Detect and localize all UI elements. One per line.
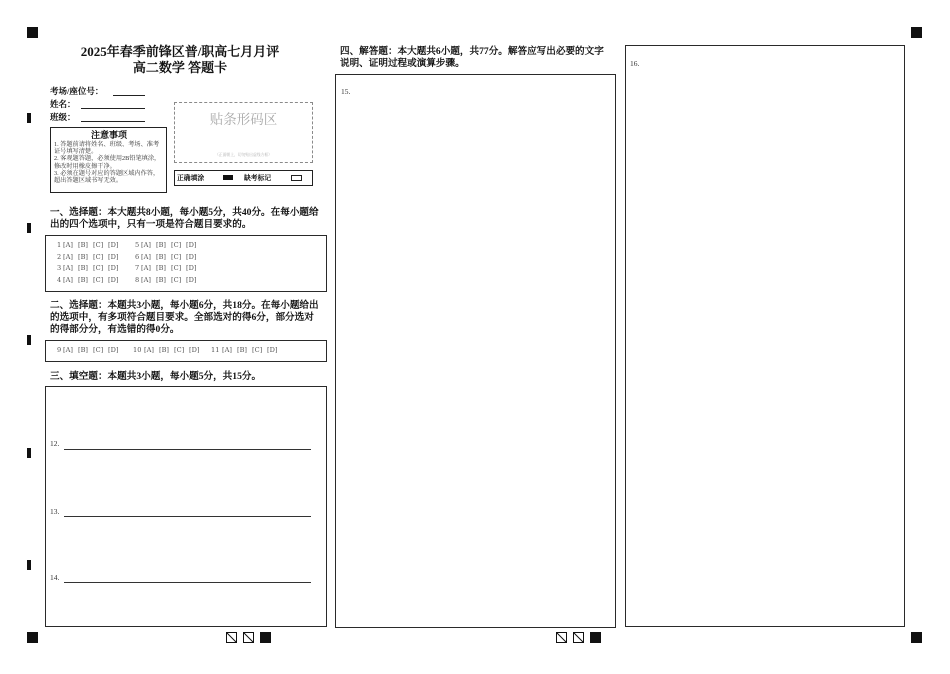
option-c-bubble[interactable]: [C]	[171, 241, 182, 249]
option-c-bubble[interactable]: [C]	[93, 241, 104, 249]
option-b-bubble[interactable]: [B]	[159, 346, 169, 354]
barcode-label: 贴条形码区	[209, 112, 278, 127]
corner-mark-top-left	[27, 27, 38, 38]
question-15-answer-area[interactable]	[335, 74, 616, 628]
side-timing-mark	[27, 560, 31, 570]
option-a-bubble[interactable]: [A]	[141, 264, 151, 273]
slashed-box-icon	[243, 632, 254, 643]
option-c-bubble[interactable]: [C]	[171, 252, 182, 261]
question-number: 1	[57, 241, 62, 249]
side-timing-mark	[27, 113, 31, 123]
option-c-bubble[interactable]: [C]	[93, 264, 104, 273]
question-6-choices	[135, 252, 201, 264]
question-14-answer-line[interactable]	[64, 582, 311, 583]
option-a-bubble[interactable]: [A]	[144, 346, 154, 354]
question-12-answer-line[interactable]	[64, 449, 311, 450]
notice-heading: 注意事项	[90, 130, 127, 140]
name-field[interactable]	[81, 108, 145, 109]
slashed-box-icon	[226, 632, 237, 643]
question-14-number: 14.	[50, 573, 60, 582]
side-timing-mark	[27, 335, 31, 345]
question-number: 6	[135, 252, 140, 261]
notice-box	[50, 127, 167, 193]
absent-mark-box[interactable]	[291, 175, 302, 181]
notice-item: 2. 客观题答题，必须使用2B铅笔填涂，修改时用橡皮擦干净。	[54, 155, 161, 170]
exam-seat-label: 考场/座位号：	[50, 86, 104, 96]
option-d-bubble[interactable]: [D]	[186, 276, 197, 285]
notice-item: 1. 答题前请将姓名、班级、考场、准考证号填写清楚。	[54, 141, 160, 156]
option-a-bubble[interactable]: [A]	[63, 241, 73, 249]
option-a-bubble[interactable]: [A]	[141, 252, 151, 261]
side-timing-mark	[27, 223, 31, 233]
question-4-choices	[57, 275, 123, 287]
filled-box-icon	[223, 175, 233, 180]
question-number: 5	[135, 241, 140, 249]
option-b-bubble[interactable]: [B]	[78, 346, 88, 354]
option-d-bubble[interactable]: [D]	[108, 346, 119, 354]
name-label: 姓名：	[50, 99, 76, 109]
corner-mark-top-right	[911, 27, 922, 38]
option-a-bubble[interactable]: [A]	[63, 252, 73, 261]
exam-seat-field[interactable]	[113, 95, 145, 96]
question-number: 3	[57, 264, 62, 273]
option-d-bubble[interactable]: [D]	[189, 346, 200, 354]
question-3-choices	[57, 263, 123, 275]
option-b-bubble[interactable]: [B]	[78, 264, 88, 273]
section1-heading: 一、选择题：本大题共8小题，每小题5分，共40分。在每小题给出的四个选项中，只有一项是符合题目要求的。	[50, 207, 319, 230]
option-d-bubble[interactable]: [D]	[108, 241, 119, 249]
option-c-bubble[interactable]: [C]	[93, 252, 104, 261]
correct-fill-label: 正确填涂	[177, 174, 205, 182]
question-number: 7	[135, 264, 140, 273]
question-11-choices	[211, 345, 282, 357]
sheet-title: 2025年春季前锋区普/职高七月月评	[80, 44, 280, 59]
question-8-choices	[135, 275, 201, 287]
option-c-bubble[interactable]: [C]	[93, 276, 104, 285]
option-d-bubble[interactable]: [D]	[267, 346, 278, 354]
section4-heading: 四、解答题：本大题共6小题，共77分。解答应写出必要的文字说明、证明过程或演算步骤。	[340, 46, 604, 69]
option-a-bubble[interactable]: [A]	[63, 346, 73, 354]
side-timing-mark	[27, 448, 31, 458]
question-5-choices	[135, 240, 201, 252]
class-field[interactable]	[81, 121, 145, 122]
question-7-choices	[135, 263, 201, 275]
question-16-answer-area[interactable]	[625, 45, 905, 627]
question-13-number: 13.	[50, 507, 60, 516]
fill-legend	[174, 170, 313, 186]
absent-mark-label: 缺考标记	[244, 174, 272, 182]
section2-choice-box	[45, 340, 327, 362]
option-c-bubble[interactable]: [C]	[171, 276, 182, 285]
section3-fill-box	[45, 386, 327, 627]
barcode-note: （正面朝上，切勿贴出虚线方框）	[215, 153, 272, 157]
section2-heading: 二、选择题：本题共3小题，每小题6分，共18分。在每小题给出的选项中，有多项符合题目要求。全部选对的得6分，部分选对的得部分分，有选错的得0分。	[50, 300, 319, 335]
question-10-choices	[133, 345, 204, 357]
option-b-bubble[interactable]: [B]	[237, 346, 247, 354]
option-d-bubble[interactable]: [D]	[186, 241, 197, 249]
question-9-choices	[57, 345, 123, 357]
question-number: 10	[133, 346, 142, 354]
option-b-bubble[interactable]: [B]	[156, 241, 166, 249]
option-b-bubble[interactable]: [B]	[78, 241, 88, 249]
question-2-choices	[57, 252, 123, 264]
option-a-bubble[interactable]: [A]	[141, 276, 151, 285]
class-label: 班级：	[50, 112, 76, 122]
option-a-bubble[interactable]: [A]	[222, 346, 232, 354]
question-number: 9	[57, 346, 62, 354]
section3-heading: 三、填空题：本题共3小题，每小题5分，共15分。	[50, 371, 262, 382]
question-12-number: 12.	[50, 439, 60, 448]
question-number: 4	[57, 276, 62, 285]
option-b-bubble[interactable]: [B]	[156, 264, 166, 273]
option-c-bubble[interactable]: [C]	[171, 264, 182, 273]
slashed-box-icon	[573, 632, 584, 643]
option-b-bubble[interactable]: [B]	[78, 252, 88, 261]
question-16-number: 16.	[630, 59, 640, 68]
question-number: 11	[211, 346, 220, 354]
option-b-bubble[interactable]: [B]	[78, 276, 88, 285]
option-d-bubble[interactable]: [D]	[186, 264, 197, 273]
barcode-area	[174, 102, 313, 163]
option-c-bubble[interactable]: [C]	[252, 346, 263, 354]
notice-item: 3. 必须在题号对应的答题区域内作答，超出答题区域书写无效。	[54, 169, 160, 185]
question-1-choices	[57, 240, 123, 252]
question-number: 2	[57, 252, 62, 261]
sheet-subtitle: 高二数学 答题卡	[132, 60, 228, 75]
option-d-bubble[interactable]: [D]	[108, 276, 119, 285]
black-square-mark	[590, 632, 601, 643]
slashed-box-icon	[556, 632, 567, 643]
option-d-bubble[interactable]: [D]	[186, 252, 197, 261]
section1-choice-box	[45, 235, 327, 292]
option-c-bubble[interactable]: [C]	[174, 346, 185, 354]
black-square-mark	[260, 632, 271, 643]
question-15-number: 15.	[341, 87, 351, 96]
corner-mark-bottom-left	[27, 632, 38, 643]
option-a-bubble[interactable]: [A]	[141, 241, 151, 249]
option-a-bubble[interactable]: [A]	[63, 264, 73, 273]
question-13-answer-line[interactable]	[64, 516, 311, 517]
option-b-bubble[interactable]: [B]	[156, 276, 166, 285]
question-number: 8	[135, 276, 140, 285]
option-a-bubble[interactable]: [A]	[63, 276, 73, 285]
option-c-bubble[interactable]: [C]	[93, 346, 104, 354]
option-d-bubble[interactable]: [D]	[108, 252, 119, 261]
corner-mark-bottom-right	[911, 632, 922, 643]
option-d-bubble[interactable]: [D]	[108, 264, 119, 273]
option-b-bubble[interactable]: [B]	[156, 252, 166, 261]
